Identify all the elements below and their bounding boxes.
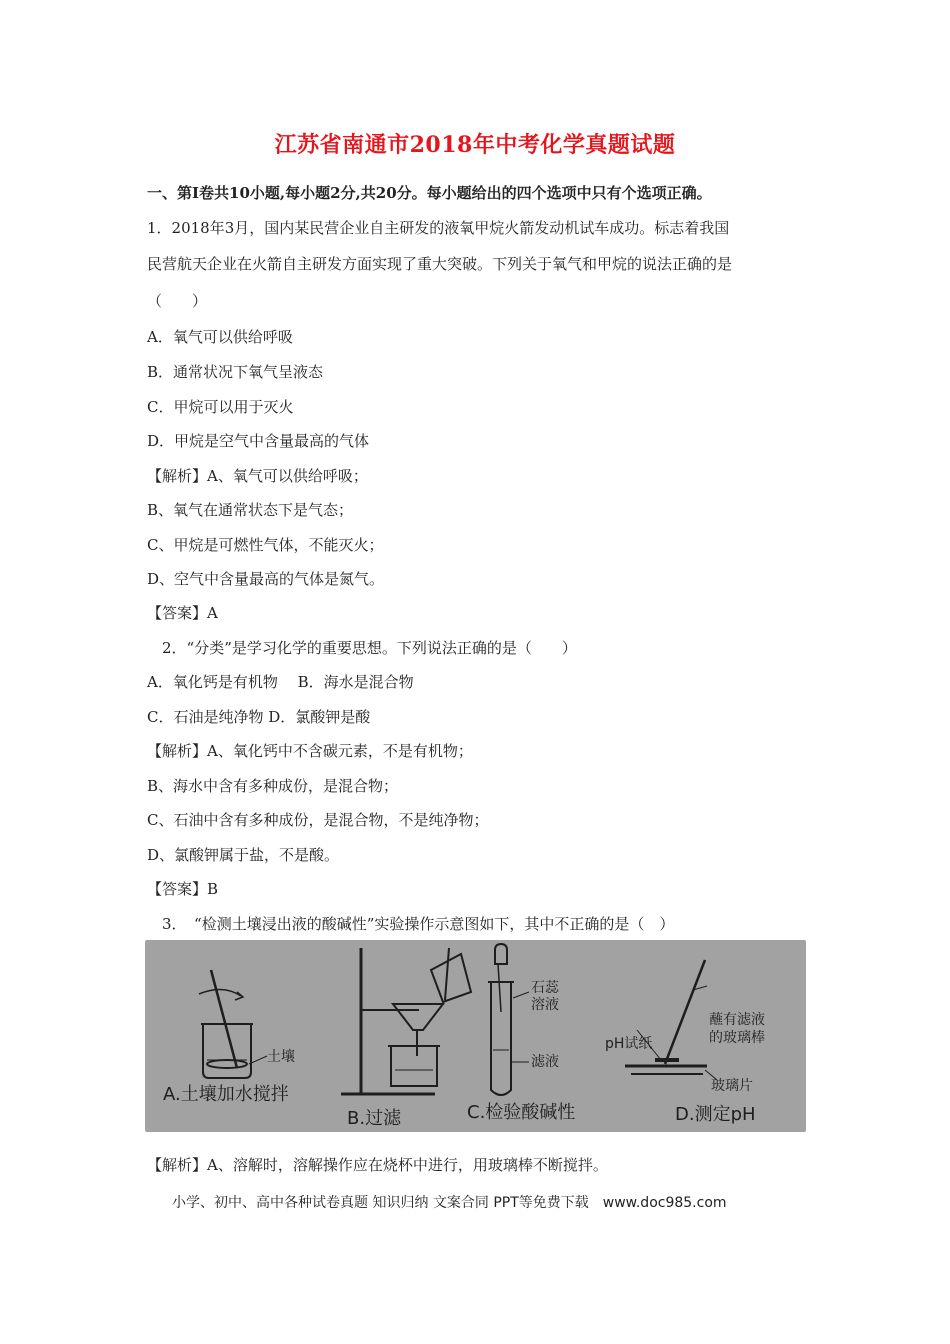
figure-caption-d: D.测定pH — [675, 1104, 756, 1125]
label-litmus-1: 石蕊 — [531, 980, 559, 996]
label-soil: 土壤 — [267, 1049, 295, 1065]
beaker-with-rod-icon — [199, 970, 267, 1078]
q2-analysis-d: D、氯酸钾属于盐，不是酸。 — [147, 846, 340, 864]
q2-analysis-b: B、海水中含有多种成份，是混合物； — [147, 777, 399, 795]
label-filtrate: 滤液 — [531, 1054, 559, 1070]
q2-stem: 2．“分类”是学习化学的重要思想。下列说法正确的是（ ） — [162, 639, 577, 657]
q3-stem: 3． “检测土壤浸出液的酸碱性”实验操作示意图如下，其中不正确的是（ ） — [162, 915, 675, 933]
experiment-figure — [145, 940, 806, 1132]
q1-option-c: C．甲烷可以用于灭火 — [147, 398, 294, 416]
q2-options-cd: C．石油是纯净物 D．氯酸钾是酸 — [147, 708, 371, 726]
section-heading: 一、第Ⅰ卷共10小题,每小题2分,共20分。每小题给出的四个选项中只有个选项正确。 — [147, 184, 712, 202]
q2-options-ab: A．氧化钙是有机物 B．海水是混合物 — [147, 673, 414, 691]
label-rod-2: 的玻璃棒 — [709, 1030, 765, 1046]
q1-analysis-d: D、空气中含量最高的气体是氮气。 — [147, 570, 385, 588]
q2-answer: 【答案】B — [147, 880, 219, 898]
label-rod-1: 蘸有滤液 — [709, 1012, 765, 1028]
q1-option-d: D．甲烷是空气中含量最高的气体 — [147, 432, 370, 450]
q1-option-b: B．通常状况下氧气呈液态 — [147, 363, 324, 381]
q2-analysis-c: C、石油中含有多种成份，是混合物，不是纯净物； — [147, 811, 489, 829]
q1-option-a: A．氧气可以供给呼吸 — [147, 328, 293, 346]
q1-answer-paren: （ ） — [147, 292, 208, 310]
q1-stem-line-1: 1．2018年3月，国内某民营企业自主研发的液氧甲烷火箭发动机试车成功。标志着我国 — [147, 219, 730, 237]
filtration-stand-icon — [341, 948, 471, 1094]
label-ph-paper: pH试纸 — [605, 1036, 653, 1052]
ph-test-icon — [625, 960, 717, 1080]
q1-answer: 【答案】A — [147, 604, 218, 622]
q1-analysis-a: 【解析】A、氧气可以供给呼吸； — [147, 467, 368, 485]
q1-analysis-c: C、甲烷是可燃性气体，不能灭火； — [147, 536, 384, 554]
figure-caption-a: A.土壤加水搅拌 — [163, 1084, 289, 1105]
figure-caption-c: C.检验酸碱性 — [467, 1102, 576, 1123]
q3-analysis-a: 【解析】A、溶解时，溶解操作应在烧杯中进行，用玻璃棒不断搅拌。 — [147, 1156, 608, 1174]
label-litmus-2: 溶液 — [531, 997, 559, 1013]
page-title: 江苏省南通市2018年中考化学真题试题 — [274, 132, 676, 158]
q1-stem-line-2: 民营航天企业在火箭自主研发方面实现了重大突破。下列关于氧气和甲烷的说法正确的是 — [147, 255, 733, 273]
figure-caption-b: B.过滤 — [347, 1108, 402, 1129]
q2-analysis-a: 【解析】A、氧化钙中不含碳元素，不是有机物； — [147, 742, 473, 760]
test-tube-dropper-icon — [488, 944, 529, 1095]
footer-text: 小学、初中、高中各种试卷真题 知识归纳 文案合同 PPT等免费下载 www.doc985.com — [172, 1195, 727, 1211]
q1-analysis-b: B、氧气在通常状态下是气态； — [147, 501, 354, 519]
label-glass-plate: 玻璃片 — [711, 1078, 753, 1094]
